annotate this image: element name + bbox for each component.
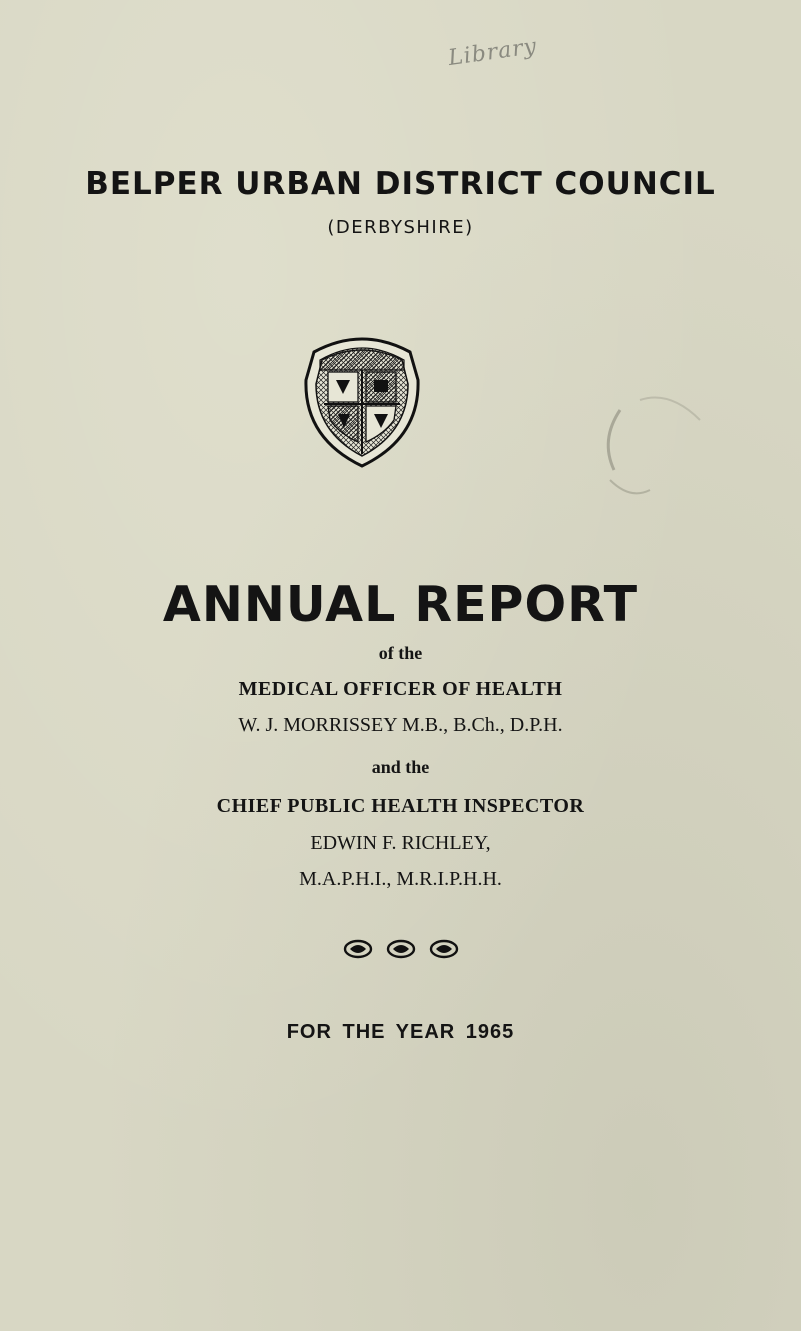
inspector-qualifications: M.A.P.H.I., M.R.I.P.H.H.	[299, 868, 502, 890]
of-the-line: of the	[378, 643, 423, 663]
stain-icon	[580, 380, 720, 510]
handwritten-note: Library	[446, 33, 539, 72]
inspector-title: CHIEF PUBLIC HEALTH INSPECTOR	[216, 795, 585, 817]
inspector-name: EDWIN F. RICHLEY,	[310, 832, 491, 854]
coat-of-arms-icon	[296, 330, 428, 470]
ornament-icon	[431, 941, 457, 957]
ornament-row	[343, 938, 459, 960]
medical-officer-name: W. J. MORRISSEY M.B., B.Ch., D.P.H.	[238, 714, 563, 736]
report-year: FOR THE YEAR 1965	[286, 1021, 515, 1043]
council-name: BELPER URBAN DISTRICT COUNCIL	[85, 166, 716, 202]
medical-officer-title: MEDICAL OFFICER OF HEALTH	[238, 678, 563, 700]
report-title: ANNUAL REPORT	[162, 576, 639, 633]
ornament-icon	[345, 941, 371, 957]
county-name: (DERBYSHIRE)	[327, 217, 474, 238]
ornament-icon	[388, 941, 414, 957]
and-the-line: and the	[371, 757, 430, 777]
